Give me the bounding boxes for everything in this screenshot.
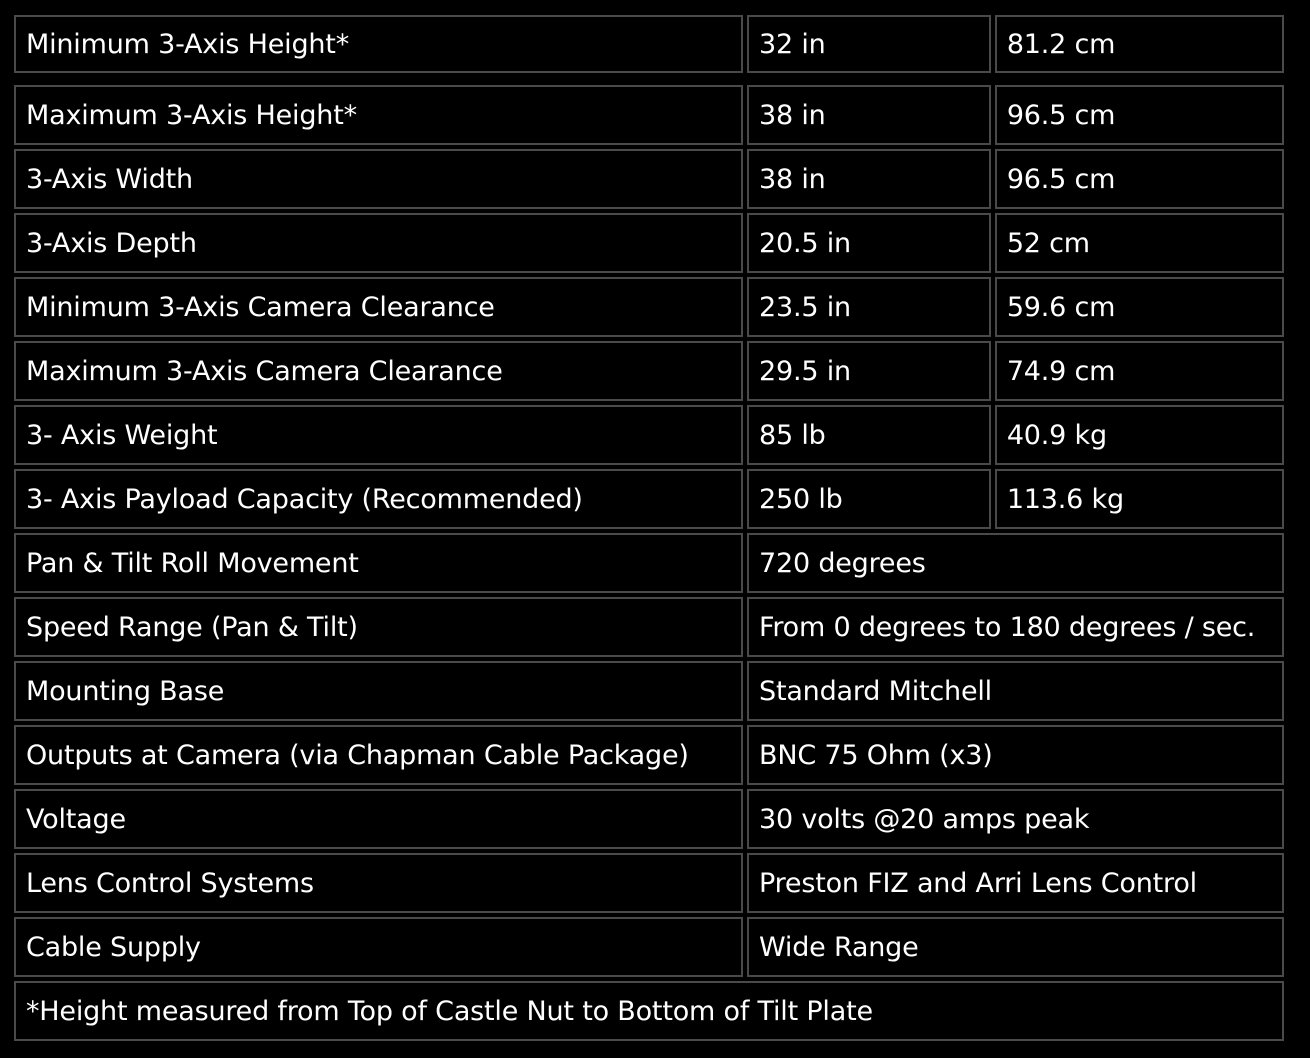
table-row: [14, 853, 1284, 913]
table-row: [14, 341, 1284, 401]
spec-label: Maximum 3-Axis Height*: [14, 85, 743, 145]
table-row: [14, 469, 1284, 529]
spec-label: 3- Axis Payload Capacity (Recommended): [14, 469, 743, 529]
table-row: [14, 597, 1284, 657]
spec-label: 3-Axis Depth: [14, 213, 743, 273]
footnote: *Height measured from Top of Castle Nut to Bottom of Tilt Plate: [14, 981, 1284, 1041]
table-row: [14, 405, 1284, 465]
spec-metric-value: 59.6 cm: [995, 277, 1284, 337]
spec-label: Cable Supply: [14, 917, 743, 977]
table-row: [14, 213, 1284, 273]
row-gap: [14, 77, 1284, 81]
table-row: [14, 85, 1284, 145]
table-row: [14, 15, 1284, 73]
spec-metric-value: 52 cm: [995, 213, 1284, 273]
table-row: [14, 725, 1284, 785]
spec-value: 30 volts @20 amps peak: [747, 789, 1284, 849]
spec-value: From 0 degrees to 180 degrees / sec.: [747, 597, 1284, 657]
spec-value: Wide Range: [747, 917, 1284, 977]
spec-imperial-value: 38 in: [747, 85, 991, 145]
spec-label: 3-Axis Width: [14, 149, 743, 209]
table-row: [14, 789, 1284, 849]
spec-imperial-value: 250 lb: [747, 469, 991, 529]
spec-label: Lens Control Systems: [14, 853, 743, 913]
spec-imperial-value: 85 lb: [747, 405, 991, 465]
spec-label: Mounting Base: [14, 661, 743, 721]
spec-label: Voltage: [14, 789, 743, 849]
spec-value: 720 degrees: [747, 533, 1284, 593]
spec-metric-value: 40.9 kg: [995, 405, 1284, 465]
table-row: [14, 917, 1284, 977]
spec-label: Pan & Tilt Roll Movement: [14, 533, 743, 593]
spec-imperial-value: 20.5 in: [747, 213, 991, 273]
spec-label: Outputs at Camera (via Chapman Cable Package): [14, 725, 743, 785]
spec-label: 3- Axis Weight: [14, 405, 743, 465]
table-row: [14, 661, 1284, 721]
spec-value: Standard Mitchell: [747, 661, 1284, 721]
spec-metric-value: 113.6 kg: [995, 469, 1284, 529]
spec-imperial-value: 32 in: [747, 15, 991, 73]
spec-imperial-value: 23.5 in: [747, 277, 991, 337]
table-row: [14, 277, 1284, 337]
spec-metric-value: 81.2 cm: [995, 15, 1284, 73]
spec-label: Speed Range (Pan & Tilt): [14, 597, 743, 657]
specs-table: [10, 11, 1288, 1045]
table-row: [14, 533, 1284, 593]
spec-metric-value: 96.5 cm: [995, 85, 1284, 145]
table-row: [14, 149, 1284, 209]
spec-imperial-value: 29.5 in: [747, 341, 991, 401]
spec-label: Minimum 3-Axis Camera Clearance: [14, 277, 743, 337]
spec-value: Preston FIZ and Arri Lens Control: [747, 853, 1284, 913]
spec-metric-value: 74.9 cm: [995, 341, 1284, 401]
spec-metric-value: 96.5 cm: [995, 149, 1284, 209]
spec-label: Minimum 3-Axis Height*: [14, 15, 743, 73]
spec-value: BNC 75 Ohm (x3): [747, 725, 1284, 785]
footnote-row: [14, 981, 1284, 1041]
spec-imperial-value: 38 in: [747, 149, 991, 209]
spec-label: Maximum 3-Axis Camera Clearance: [14, 341, 743, 401]
